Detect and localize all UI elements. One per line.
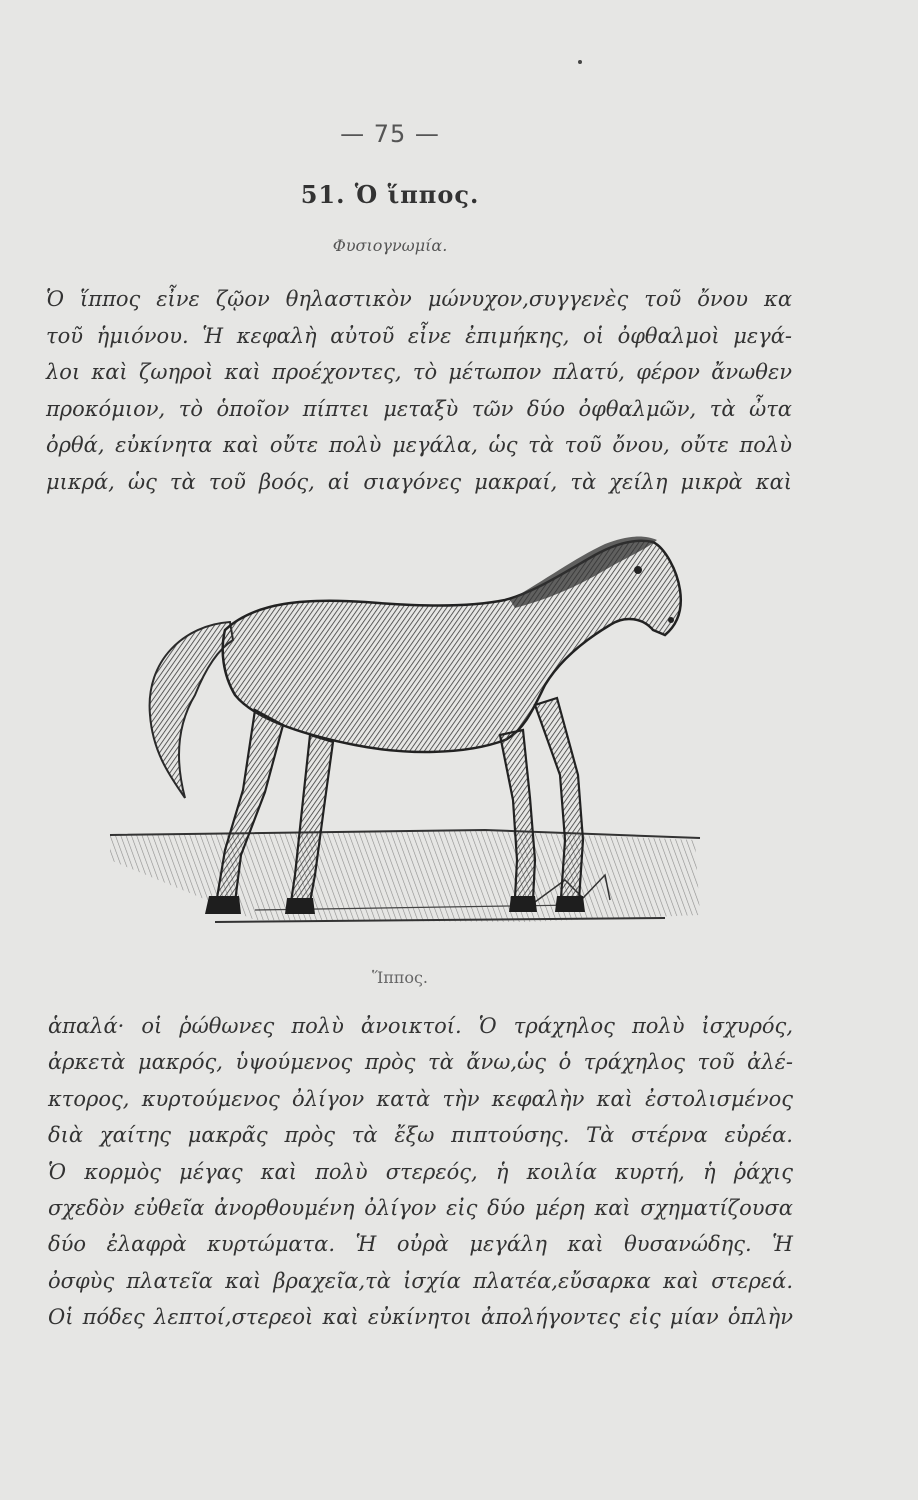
text-line: ἁπαλά· οἱ ῥώθωνες πολὺ ἀνοικτοί. Ὁ τράχηλος πολὺ ἰσχυρός, (48, 1014, 793, 1038)
ground (110, 830, 700, 922)
text-line: διὰ χαίτης μακρᾶς πρὸς τὰ ἔξω πιπτούσης. Τὰ στέρνα εὐρέα. (48, 1123, 793, 1148)
text-line: λοι καὶ ζωηροὶ καὶ προέχοντες, τὸ μέτωπον πλατύ, φέρον ἄνωθεν (46, 360, 792, 384)
horse-body (223, 541, 681, 752)
horse-eye (634, 566, 642, 574)
figure-caption: Ἵππος. (372, 968, 428, 987)
paragraph-top (46, 281, 792, 500)
page-number: — 75 — (340, 120, 440, 148)
text-line: ὀσφὺς πλατεῖα καὶ βραχεῖα,τὰ ἰσχία πλατέα,εὔσαρκα καὶ στερεά. (48, 1268, 793, 1293)
text-line: Οἱ πόδες λεπτοί,στερεοὶ καὶ εὐκίνητοι ἀπολήγοντες εἰς μίαν ὁπλὴν (48, 1305, 793, 1330)
text-line: τοῦ ἡμιόνου. Ἡ κεφαλὴ αὐτοῦ εἶνε ἐπιμήκης, οἱ ὀφθαλμοὶ μεγά- (46, 323, 792, 348)
paragraph-bottom (48, 1008, 793, 1336)
text-line: Ὁ ἵππος εἶνε ζῷον θηλαστικὸν μώνυχον,συγγενὲς τοῦ ὄνου κα (46, 287, 792, 311)
horse-nostril (668, 617, 674, 623)
text-line: κτορος, κυρτούμενος ὀλίγον κατὰ τὴν κεφαλὴν καὶ ἐστολισμένος (48, 1086, 793, 1111)
text-line: σχεδὸν εὐθεῖα ἀνορθουμένη ὀλίγον εἰς δύο μέρη καὶ σχηματίζουσα (48, 1196, 793, 1221)
section-subtitle: Φυσιογνωμία. (332, 236, 448, 255)
horse-tail (150, 622, 233, 798)
ink-speck (578, 60, 582, 64)
text-line: ἀρκετὰ μακρός, ὑψούμενος πρὸς τὰ ἄνω,ὡς ὁ τράχηλος τοῦ ἀλέ- (48, 1050, 793, 1075)
text-line: δύο ἐλαφρὰ κυρτώματα. Ἡ οὐρὰ μεγάλη καὶ θυσανώδης. Ἡ (48, 1232, 793, 1257)
section-title: 51. Ὁ ἵππος. (300, 180, 480, 209)
text-line: ὀρθά, εὐκίνητα καὶ οὔτε πολὺ μεγάλα, ὡς τὰ τοῦ ὄνου, οὔτε πολὺ (46, 433, 792, 457)
text-line: μικρά, ὡς τὰ τοῦ βοός, αἱ σιαγόνες μακραί, τὰ χείλη μικρὰ καὶ (46, 469, 792, 494)
text-line: προκόμιον, τὸ ὁποῖον πίπτει μεταξὺ τῶν δύο ὀφθαλμῶν, τὰ ὦτα (46, 396, 792, 421)
text-line: Ὁ κορμὸς μέγας καὶ πολὺ στερεός, ἡ κοιλία κυρτή, ἡ ῥάχις (48, 1159, 793, 1184)
horse-engraving (105, 530, 705, 950)
